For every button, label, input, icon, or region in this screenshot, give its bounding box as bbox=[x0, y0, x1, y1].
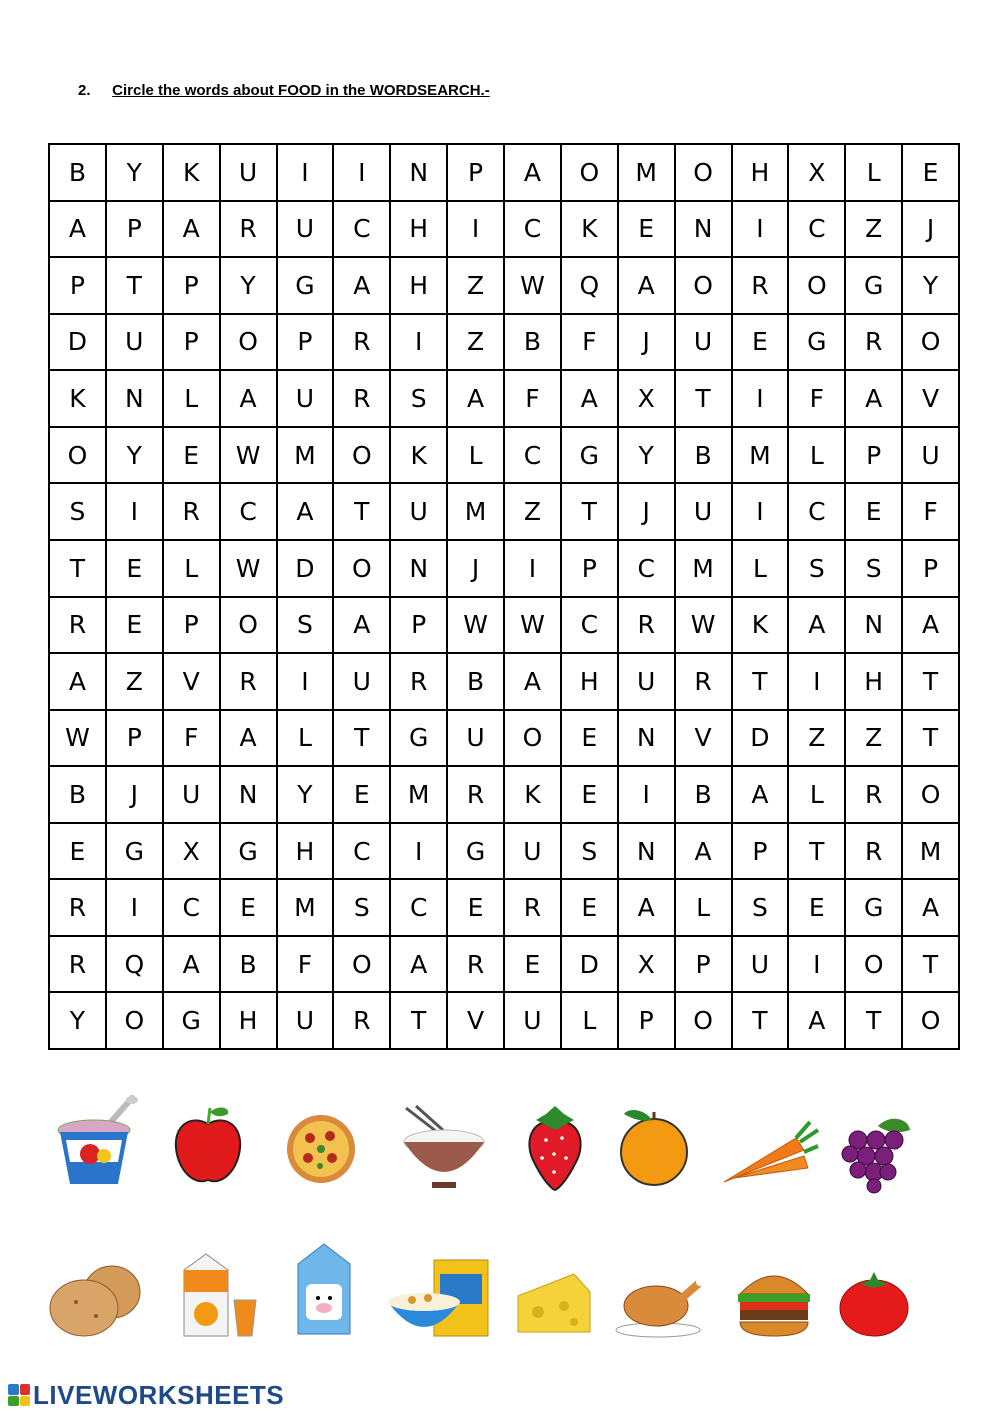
grid-cell[interactable]: G bbox=[163, 992, 220, 1049]
grid-cell[interactable]: E bbox=[902, 144, 959, 201]
grid-cell[interactable]: W bbox=[504, 597, 561, 654]
grid-cell[interactable]: O bbox=[220, 314, 277, 371]
grid-cell[interactable]: J bbox=[106, 766, 163, 823]
grid-cell[interactable]: A bbox=[675, 823, 732, 880]
grid-cell[interactable]: V bbox=[447, 992, 504, 1049]
grid-cell[interactable]: D bbox=[277, 540, 334, 597]
grid-cell[interactable]: E bbox=[732, 314, 789, 371]
grid-cell[interactable]: A bbox=[732, 766, 789, 823]
grid-cell[interactable]: O bbox=[675, 144, 732, 201]
burger-icon bbox=[734, 1264, 814, 1338]
grid-cell[interactable]: I bbox=[277, 144, 334, 201]
grid-cell[interactable]: E bbox=[504, 936, 561, 993]
grid-cell[interactable]: G bbox=[788, 314, 845, 371]
grid-cell[interactable]: Z bbox=[788, 710, 845, 767]
grid-cell[interactable]: F bbox=[163, 710, 220, 767]
grid-cell[interactable]: V bbox=[675, 710, 732, 767]
strawberry-icon bbox=[520, 1104, 590, 1192]
grid-cell[interactable]: Y bbox=[902, 257, 959, 314]
grid-cell[interactable]: K bbox=[732, 597, 789, 654]
grid-cell[interactable]: G bbox=[277, 257, 334, 314]
grid-cell[interactable]: D bbox=[49, 314, 106, 371]
grid-cell[interactable]: Z bbox=[106, 653, 163, 710]
grid-cell[interactable]: K bbox=[49, 370, 106, 427]
grid-cell[interactable]: G bbox=[845, 257, 902, 314]
grid-cell[interactable]: H bbox=[845, 653, 902, 710]
juice-icon bbox=[176, 1250, 260, 1340]
instruction-text: Circle the words about FOOD in the WORDSEARCH.- bbox=[112, 82, 490, 99]
question-number: 2. bbox=[78, 82, 91, 99]
grid-cell[interactable]: C bbox=[504, 427, 561, 484]
grid-cell[interactable]: E bbox=[561, 879, 618, 936]
grid-cell[interactable]: P bbox=[163, 597, 220, 654]
grid-cell[interactable]: T bbox=[333, 483, 390, 540]
grid-cell[interactable]: B bbox=[504, 314, 561, 371]
grid-cell[interactable]: A bbox=[504, 653, 561, 710]
grid-cell[interactable]: U bbox=[333, 653, 390, 710]
grid-cell[interactable]: P bbox=[618, 992, 675, 1049]
grid-cell[interactable]: Z bbox=[447, 314, 504, 371]
grid-cell[interactable]: W bbox=[220, 427, 277, 484]
grid-cell[interactable]: B bbox=[447, 653, 504, 710]
pizza-icon bbox=[284, 1112, 358, 1186]
grid-cell[interactable]: W bbox=[447, 597, 504, 654]
grid-cell[interactable]: T bbox=[561, 483, 618, 540]
grid-cell[interactable]: T bbox=[49, 540, 106, 597]
grid-cell[interactable]: I bbox=[788, 936, 845, 993]
grid-cell[interactable]: H bbox=[277, 823, 334, 880]
grid-cell[interactable]: Z bbox=[845, 201, 902, 258]
grid-cell[interactable]: U bbox=[163, 766, 220, 823]
grid-cell[interactable]: I bbox=[618, 766, 675, 823]
grid-cell[interactable]: Y bbox=[49, 992, 106, 1049]
grid-cell[interactable]: R bbox=[845, 823, 902, 880]
grid-cell[interactable]: K bbox=[163, 144, 220, 201]
grid-cell[interactable]: N bbox=[675, 201, 732, 258]
tomato-icon bbox=[836, 1268, 912, 1338]
grid-cell[interactable]: I bbox=[106, 483, 163, 540]
grid-cell[interactable]: M bbox=[732, 427, 789, 484]
grid-row bbox=[49, 879, 959, 936]
grid-cell[interactable]: B bbox=[675, 427, 732, 484]
grid-cell[interactable]: S bbox=[561, 823, 618, 880]
grid-cell[interactable]: K bbox=[504, 766, 561, 823]
grid-cell[interactable]: P bbox=[163, 257, 220, 314]
grid-cell[interactable]: X bbox=[163, 823, 220, 880]
apple-icon bbox=[170, 1104, 246, 1188]
grid-cell[interactable]: F bbox=[504, 370, 561, 427]
grid-cell[interactable]: M bbox=[390, 766, 447, 823]
grid-cell[interactable]: T bbox=[902, 653, 959, 710]
orange-icon bbox=[614, 1102, 694, 1188]
grid-cell[interactable]: T bbox=[675, 370, 732, 427]
carrot-icon bbox=[720, 1116, 820, 1186]
grid-cell[interactable]: B bbox=[220, 936, 277, 993]
grid-cell[interactable]: E bbox=[163, 427, 220, 484]
grid-cell[interactable]: K bbox=[390, 427, 447, 484]
grid-cell[interactable]: S bbox=[277, 597, 334, 654]
grid-cell[interactable]: T bbox=[333, 710, 390, 767]
grid-cell[interactable]: S bbox=[732, 879, 789, 936]
grid-cell[interactable]: E bbox=[447, 879, 504, 936]
grid-cell[interactable]: P bbox=[845, 427, 902, 484]
instruction bbox=[78, 82, 490, 99]
grid-cell[interactable]: A bbox=[277, 483, 334, 540]
grid-cell[interactable]: A bbox=[618, 257, 675, 314]
grid-cell[interactable]: T bbox=[788, 823, 845, 880]
grid-cell[interactable]: F bbox=[902, 483, 959, 540]
grid-cell[interactable]: C bbox=[618, 540, 675, 597]
grid-cell[interactable]: V bbox=[902, 370, 959, 427]
grid-cell[interactable]: B bbox=[49, 766, 106, 823]
grid-row bbox=[49, 766, 959, 823]
grid-row bbox=[49, 936, 959, 993]
grid-cell[interactable]: L bbox=[788, 766, 845, 823]
grid-cell[interactable]: E bbox=[788, 879, 845, 936]
grid-cell[interactable]: N bbox=[618, 823, 675, 880]
grid-cell[interactable]: A bbox=[333, 257, 390, 314]
grid-cell[interactable]: R bbox=[333, 314, 390, 371]
grid-cell[interactable]: T bbox=[902, 936, 959, 993]
grid-cell[interactable]: R bbox=[845, 314, 902, 371]
grid-cell[interactable]: T bbox=[106, 257, 163, 314]
grid-cell[interactable]: I bbox=[732, 370, 789, 427]
grid-cell[interactable]: R bbox=[675, 653, 732, 710]
grid-cell[interactable]: D bbox=[732, 710, 789, 767]
grid-cell[interactable]: N bbox=[106, 370, 163, 427]
grid-cell[interactable]: I bbox=[447, 201, 504, 258]
grid-cell[interactable]: L bbox=[788, 427, 845, 484]
grid-cell[interactable]: I bbox=[106, 879, 163, 936]
grid-cell[interactable]: R bbox=[333, 370, 390, 427]
grid-cell[interactable]: R bbox=[49, 597, 106, 654]
grid-cell[interactable]: Y bbox=[106, 427, 163, 484]
grid-cell[interactable]: P bbox=[163, 314, 220, 371]
grid-row bbox=[49, 597, 959, 654]
logo-badge-icon bbox=[8, 1384, 30, 1406]
grid-cell[interactable]: U bbox=[732, 936, 789, 993]
grid-cell[interactable]: U bbox=[447, 710, 504, 767]
grid-cell[interactable]: I bbox=[390, 314, 447, 371]
grid-cell[interactable]: S bbox=[333, 879, 390, 936]
grid-cell[interactable]: O bbox=[675, 992, 732, 1049]
grid-cell[interactable]: H bbox=[390, 257, 447, 314]
grid-cell[interactable]: R bbox=[49, 936, 106, 993]
grid-cell[interactable]: I bbox=[277, 653, 334, 710]
grid-cell[interactable]: S bbox=[49, 483, 106, 540]
grid-cell[interactable]: A bbox=[561, 370, 618, 427]
grid-cell[interactable]: Z bbox=[447, 257, 504, 314]
grid-cell[interactable]: T bbox=[902, 710, 959, 767]
grid-cell[interactable]: V bbox=[163, 653, 220, 710]
grid-cell[interactable]: O bbox=[845, 936, 902, 993]
grid-cell[interactable]: G bbox=[390, 710, 447, 767]
grid-cell[interactable]: L bbox=[845, 144, 902, 201]
yogurt-icon bbox=[52, 1092, 142, 1192]
grid-cell[interactable]: Y bbox=[277, 766, 334, 823]
potato-icon bbox=[46, 1258, 144, 1338]
grid-cell[interactable]: N bbox=[390, 540, 447, 597]
grid-cell[interactable]: C bbox=[561, 597, 618, 654]
grid-cell[interactable]: L bbox=[675, 879, 732, 936]
grid-cell[interactable]: U bbox=[675, 483, 732, 540]
grid-cell[interactable]: R bbox=[220, 201, 277, 258]
grid-cell[interactable]: E bbox=[106, 540, 163, 597]
grid-cell[interactable]: U bbox=[277, 992, 334, 1049]
grid-cell[interactable]: G bbox=[561, 427, 618, 484]
grid-cell[interactable]: R bbox=[618, 597, 675, 654]
grid-cell[interactable]: O bbox=[333, 427, 390, 484]
grid-cell[interactable]: L bbox=[277, 710, 334, 767]
grid-cell[interactable]: A bbox=[845, 370, 902, 427]
grid-cell[interactable]: P bbox=[902, 540, 959, 597]
grid-cell[interactable]: Y bbox=[106, 144, 163, 201]
grid-cell[interactable]: T bbox=[845, 992, 902, 1049]
grid-cell[interactable]: Z bbox=[504, 483, 561, 540]
grid-cell[interactable]: Q bbox=[561, 257, 618, 314]
grid-cell[interactable]: O bbox=[902, 314, 959, 371]
grid-cell[interactable]: K bbox=[561, 201, 618, 258]
grid-cell[interactable]: A bbox=[333, 597, 390, 654]
grid-cell[interactable]: O bbox=[675, 257, 732, 314]
grid-cell[interactable]: U bbox=[390, 483, 447, 540]
grid-cell[interactable]: R bbox=[447, 766, 504, 823]
grid-cell[interactable]: C bbox=[333, 823, 390, 880]
grid-cell[interactable]: M bbox=[902, 823, 959, 880]
grid-cell[interactable]: A bbox=[788, 992, 845, 1049]
grid-cell[interactable]: R bbox=[504, 879, 561, 936]
grid-cell[interactable]: O bbox=[333, 936, 390, 993]
grid-cell[interactable]: N bbox=[220, 766, 277, 823]
grid-cell[interactable]: M bbox=[618, 144, 675, 201]
grid-cell[interactable]: T bbox=[390, 992, 447, 1049]
grid-row bbox=[49, 314, 959, 371]
grid-row bbox=[49, 653, 959, 710]
grid-cell[interactable]: E bbox=[845, 483, 902, 540]
grid-cell[interactable]: H bbox=[220, 992, 277, 1049]
grid-cell[interactable]: C bbox=[788, 201, 845, 258]
grid-cell[interactable]: U bbox=[220, 144, 277, 201]
grid-cell[interactable]: M bbox=[447, 483, 504, 540]
cheese-icon bbox=[514, 1270, 594, 1338]
wordsearch-grid bbox=[48, 143, 960, 1050]
grid-cell[interactable]: X bbox=[618, 370, 675, 427]
grid-cell[interactable]: W bbox=[220, 540, 277, 597]
grid-cell[interactable]: H bbox=[561, 653, 618, 710]
grid-cell[interactable]: G bbox=[447, 823, 504, 880]
grid-cell[interactable]: P bbox=[561, 540, 618, 597]
grid-cell[interactable]: P bbox=[106, 201, 163, 258]
grid-cell[interactable]: S bbox=[390, 370, 447, 427]
grid-cell[interactable]: R bbox=[220, 653, 277, 710]
grid-cell[interactable]: W bbox=[504, 257, 561, 314]
rice-icon bbox=[396, 1102, 492, 1192]
grid-row bbox=[49, 257, 959, 314]
grid-cell[interactable]: E bbox=[49, 823, 106, 880]
grid-cell[interactable]: A bbox=[788, 597, 845, 654]
grid-cell[interactable]: H bbox=[732, 144, 789, 201]
grid-cell[interactable]: A bbox=[163, 936, 220, 993]
grid-row bbox=[49, 823, 959, 880]
grid-cell[interactable]: I bbox=[732, 483, 789, 540]
grid-row bbox=[49, 427, 959, 484]
grid-cell[interactable]: E bbox=[333, 766, 390, 823]
grid-cell[interactable]: N bbox=[390, 144, 447, 201]
grid-cell[interactable]: O bbox=[106, 992, 163, 1049]
grid-cell[interactable]: C bbox=[163, 879, 220, 936]
grid-cell[interactable]: F bbox=[277, 936, 334, 993]
grid-cell[interactable]: P bbox=[447, 144, 504, 201]
milk-icon bbox=[292, 1240, 356, 1338]
grapes-icon bbox=[838, 1112, 914, 1194]
grid-cell[interactable]: J bbox=[618, 314, 675, 371]
grid-cell[interactable]: X bbox=[788, 144, 845, 201]
grid-cell[interactable]: N bbox=[618, 710, 675, 767]
grid-cell[interactable]: D bbox=[561, 936, 618, 993]
grid-cell[interactable]: F bbox=[788, 370, 845, 427]
grid-cell[interactable]: O bbox=[220, 597, 277, 654]
grid-cell[interactable]: J bbox=[902, 201, 959, 258]
grid-cell[interactable]: A bbox=[902, 879, 959, 936]
grid-cell[interactable]: O bbox=[504, 710, 561, 767]
grid-cell[interactable]: T bbox=[732, 653, 789, 710]
grid-cell[interactable]: P bbox=[277, 314, 334, 371]
grid-cell[interactable]: R bbox=[333, 992, 390, 1049]
grid-cell[interactable]: P bbox=[106, 710, 163, 767]
grid-row bbox=[49, 201, 959, 258]
grid-cell[interactable]: N bbox=[845, 597, 902, 654]
grid-cell[interactable]: E bbox=[220, 879, 277, 936]
grid-cell[interactable]: C bbox=[504, 201, 561, 258]
grid-cell[interactable]: O bbox=[902, 992, 959, 1049]
grid-cell[interactable]: E bbox=[618, 201, 675, 258]
grid-cell[interactable]: A bbox=[902, 597, 959, 654]
grid-cell[interactable]: P bbox=[675, 936, 732, 993]
grid-cell[interactable]: C bbox=[390, 879, 447, 936]
cereal-icon bbox=[384, 1256, 494, 1340]
grid-cell[interactable]: A bbox=[220, 710, 277, 767]
grid-cell[interactable]: A bbox=[49, 201, 106, 258]
grid-cell[interactable]: R bbox=[390, 653, 447, 710]
grid-cell[interactable]: I bbox=[732, 201, 789, 258]
grid-cell[interactable]: O bbox=[561, 144, 618, 201]
grid-cell[interactable]: I bbox=[504, 540, 561, 597]
grid-cell[interactable]: O bbox=[902, 766, 959, 823]
grid-cell[interactable]: A bbox=[618, 879, 675, 936]
grid-cell[interactable]: C bbox=[788, 483, 845, 540]
grid-cell[interactable]: U bbox=[277, 201, 334, 258]
grid-cell[interactable]: L bbox=[447, 427, 504, 484]
grid-cell[interactable]: O bbox=[333, 540, 390, 597]
grid-cell[interactable]: R bbox=[732, 257, 789, 314]
liveworksheets-logo bbox=[8, 1380, 284, 1410]
grid-cell[interactable]: A bbox=[49, 653, 106, 710]
grid-cell[interactable]: J bbox=[447, 540, 504, 597]
grid-cell[interactable]: E bbox=[561, 710, 618, 767]
grid-cell[interactable]: P bbox=[390, 597, 447, 654]
grid-cell[interactable]: E bbox=[106, 597, 163, 654]
grid-cell[interactable]: U bbox=[902, 427, 959, 484]
grid-cell[interactable]: F bbox=[561, 314, 618, 371]
grid-cell[interactable]: L bbox=[163, 540, 220, 597]
grid-cell[interactable]: A bbox=[163, 201, 220, 258]
grid-cell[interactable]: R bbox=[163, 483, 220, 540]
grid-cell[interactable]: A bbox=[220, 370, 277, 427]
grid-cell[interactable]: G bbox=[220, 823, 277, 880]
grid-cell[interactable]: U bbox=[504, 823, 561, 880]
grid-cell[interactable]: P bbox=[49, 257, 106, 314]
grid-cell[interactable]: U bbox=[618, 653, 675, 710]
grid-cell[interactable]: J bbox=[618, 483, 675, 540]
grid-cell[interactable]: P bbox=[732, 823, 789, 880]
grid-row bbox=[49, 540, 959, 597]
grid-cell[interactable]: U bbox=[106, 314, 163, 371]
grid-cell[interactable]: R bbox=[845, 766, 902, 823]
grid-cell[interactable]: Q bbox=[106, 936, 163, 993]
grid-cell[interactable]: E bbox=[561, 766, 618, 823]
grid-cell[interactable]: R bbox=[447, 936, 504, 993]
grid-cell[interactable]: S bbox=[845, 540, 902, 597]
grid-cell[interactable]: W bbox=[675, 597, 732, 654]
grid-cell[interactable]: L bbox=[163, 370, 220, 427]
grid-cell[interactable]: T bbox=[732, 992, 789, 1049]
grid-cell[interactable]: I bbox=[788, 653, 845, 710]
grid-cell[interactable]: A bbox=[447, 370, 504, 427]
grid-cell[interactable]: Z bbox=[845, 710, 902, 767]
grid-cell[interactable]: W bbox=[49, 710, 106, 767]
grid-cell[interactable]: H bbox=[390, 201, 447, 258]
grid-cell[interactable]: G bbox=[845, 879, 902, 936]
grid-cell[interactable]: U bbox=[277, 370, 334, 427]
grid-cell[interactable]: Y bbox=[618, 427, 675, 484]
grid-cell[interactable]: A bbox=[504, 144, 561, 201]
grid-cell[interactable]: I bbox=[333, 144, 390, 201]
grid-cell[interactable]: A bbox=[390, 936, 447, 993]
grid-row bbox=[49, 370, 959, 427]
grid-row bbox=[49, 144, 959, 201]
grid-cell[interactable]: B bbox=[675, 766, 732, 823]
grid-cell[interactable]: M bbox=[675, 540, 732, 597]
grid-cell[interactable]: I bbox=[390, 823, 447, 880]
grid-cell[interactable]: Y bbox=[220, 257, 277, 314]
grid-cell[interactable]: S bbox=[788, 540, 845, 597]
grid-cell[interactable]: L bbox=[561, 992, 618, 1049]
chicken-icon bbox=[612, 1258, 704, 1340]
grid-cell[interactable]: C bbox=[333, 201, 390, 258]
grid-cell[interactable]: G bbox=[106, 823, 163, 880]
grid-cell[interactable]: O bbox=[49, 427, 106, 484]
grid-cell[interactable]: L bbox=[732, 540, 789, 597]
grid-cell[interactable]: U bbox=[504, 992, 561, 1049]
grid-cell[interactable]: M bbox=[277, 427, 334, 484]
grid-cell[interactable]: B bbox=[49, 144, 106, 201]
grid-cell[interactable]: U bbox=[675, 314, 732, 371]
grid-cell[interactable]: C bbox=[220, 483, 277, 540]
grid-cell[interactable]: O bbox=[788, 257, 845, 314]
logo-text: LIVEWORKSHEETS bbox=[33, 1379, 285, 1410]
grid-cell[interactable]: R bbox=[49, 879, 106, 936]
grid-row bbox=[49, 710, 959, 767]
grid-cell[interactable]: X bbox=[618, 936, 675, 993]
grid-row bbox=[49, 992, 959, 1049]
grid-row bbox=[49, 483, 959, 540]
grid-cell[interactable]: M bbox=[277, 879, 334, 936]
